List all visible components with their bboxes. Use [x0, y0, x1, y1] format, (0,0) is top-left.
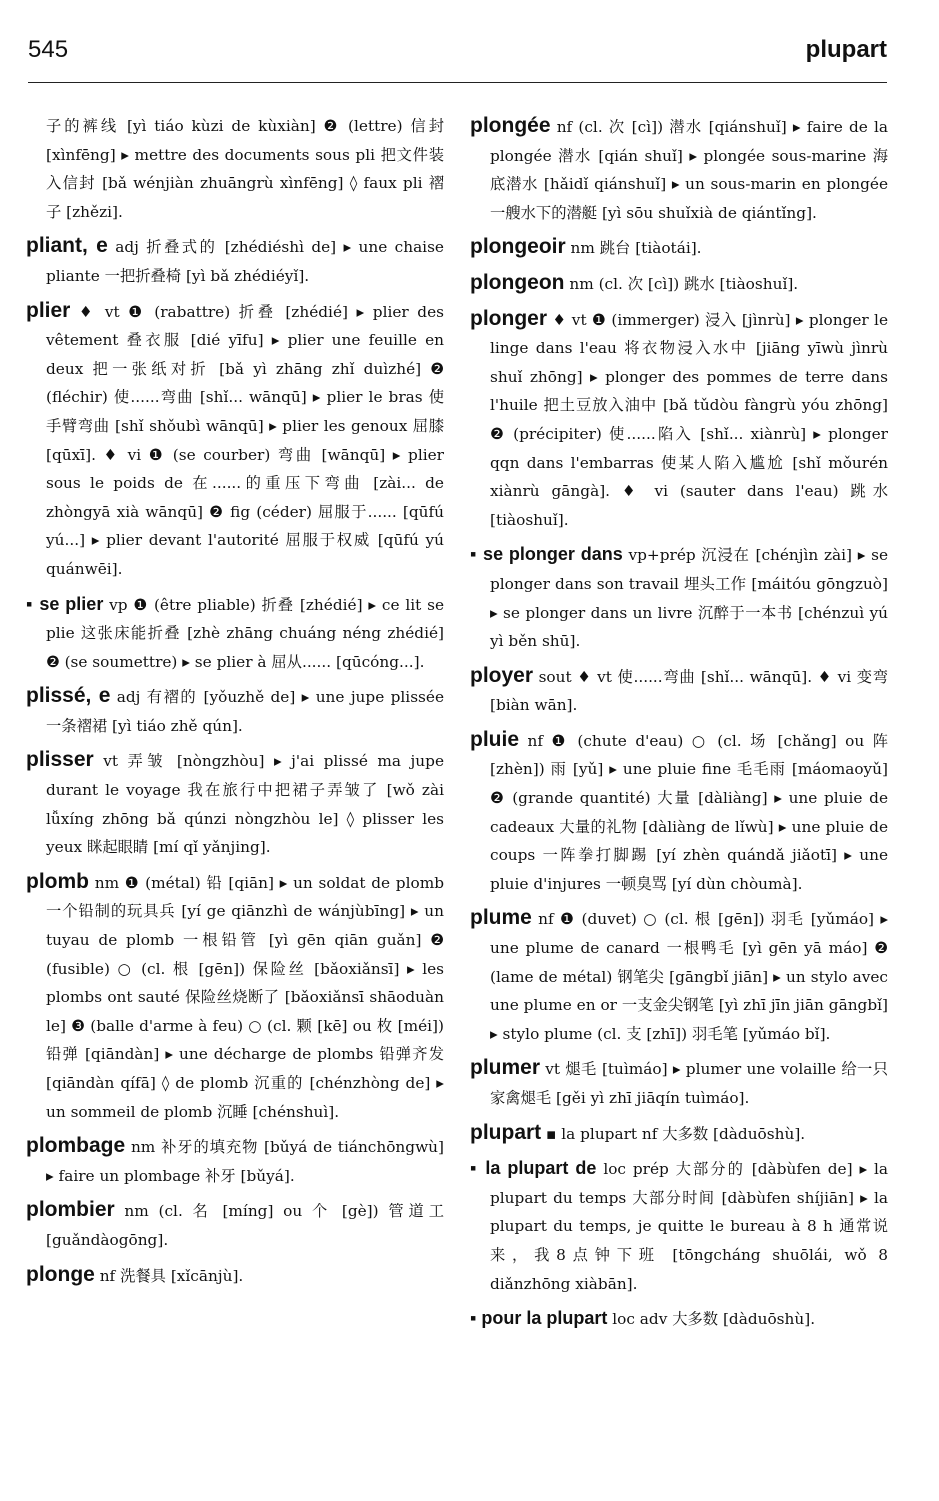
entry-headword: plonge	[26, 1262, 95, 1286]
entry-headword: plume	[470, 906, 532, 930]
entry-headword: pliant, e	[26, 234, 108, 258]
entry-text: ♦ vt ❶ (rabattre) 折叠 [zhédié] ▸ plier des vêtement 叠衣服 [dié yīfu] ▸ plier une feuille en deux 把一张纸对折 [bǎ yì zhāng zhǐ duìzhé] ❷ (fléchir) 使......弯曲 [shǐ... wānqū] ▸ plier le bras 使手臂弯曲 [shǐ shǒubì wānqū] ▸ plier les genoux 屈膝 [qūxī]. ♦ vi ❶ (se courber) 弯曲 [wānqū] ▸ plier sous le poids de 在......的重压下弯曲 [zài... de zhòngyā xià wānqū] ❷ fig (céder) 屈服于...... [qūfú yú...] ▸ plier devant l'autorité 屈服于权威 [qūfú yú quánwēi].	[46, 302, 444, 578]
entry-text: nm 跳台 [tiàotái].	[565, 239, 702, 258]
entry-headword: plongeon	[470, 270, 565, 294]
dictionary-entry	[470, 662, 888, 720]
dictionary-entry	[470, 269, 888, 299]
dictionary-entry	[470, 1119, 888, 1149]
entry-headword: ▪ pour la plupart	[470, 1308, 608, 1329]
entry-headword: plombage	[26, 1134, 126, 1158]
entry-headword: ▪ se plonger dans	[470, 544, 623, 565]
dictionary-entry	[470, 540, 888, 655]
dictionary-entry	[26, 682, 444, 740]
entry-text: vt 煺毛 [tuìmáo] ▸ plumer une volaille 给一只家禽煺毛 [gěi yì zhī jiāqín tuìmáo].	[490, 1060, 888, 1107]
entry-text: loc prép 大部分的 [dàbùfen de] ▸ la plupart du temps 大部分时间 [dàbùfen shíjiān] ▸ la plupart du temps, je quitte le bureau à 8 h 通常说来，我8点钟下班 [tōngcháng shuōlái, wǒ 8 diǎnzhōng xiàbān].	[490, 1160, 888, 1293]
entry-headword: plomb	[26, 869, 89, 893]
dictionary-entry	[470, 112, 888, 227]
entry-columns	[26, 112, 888, 1482]
dictionary-entry	[26, 297, 444, 584]
entry-headword: pluie	[470, 727, 520, 751]
right-column	[470, 112, 888, 1482]
dictionary-entry	[26, 1132, 444, 1190]
entry-text: adj 折叠式的 [zhédiéshì de] ▸ une chaise pliante 一把折叠椅 [yì bǎ zhédiéyǐ].	[46, 238, 444, 285]
dictionary-entry	[26, 868, 444, 1126]
entry-headword: plier	[26, 298, 71, 322]
entry-headword: ▪ la plupart de	[470, 1158, 597, 1179]
entry-text: vp+prép 沉浸在 [chénjìn zài] ▸ se plonger dans son travail 埋头工作 [máitóu gōngzuò] ▸ se plonger dans un livre 沉醉于一本书 [chénzuì yú yì běn shū].	[490, 546, 888, 651]
dictionary-entry	[470, 1304, 888, 1334]
entry-text: nm (cl. 名 [míng] ou 个 [gè]) 管道工 [guǎndàogōng].	[46, 1202, 444, 1249]
dictionary-entry	[26, 1261, 444, 1291]
dictionary-entry	[26, 1196, 444, 1254]
entry-headword: plissé, e	[26, 684, 111, 708]
dictionary-entry	[26, 112, 444, 226]
entry-text: nm 补牙的填充物 [bǔyá de tiánchōngwù] ▸ faire un plombage 补牙 [bǔyá].	[46, 1138, 444, 1185]
dictionary-entry	[26, 590, 444, 677]
entry-headword: plongée	[470, 114, 551, 137]
entry-text: nf ❶ (duvet) ○ (cl. 根 [gēn]) 羽毛 [yǔmáo] ▸ une plume de canard 一根鸭毛 [yì gēn yā máo] ❷ (lame de métal) 钢笔尖 [gāngbǐ jiān] ▸ un stylo avec une plume en or 一支金尖钢笔 [yì zhī jīn jiān gāngbǐ] ▸ stylo plume (cl. 支 [zhī]) 羽毛笔 [yǔmáo bǐ].	[490, 910, 888, 1043]
entry-headword: ▪ se plier	[26, 593, 104, 614]
entry-text: 子的裤线 [yì tiáo kùzi de kùxiàn] ❷ (lettre) 信封 [xìnfēng] ▸ mettre des documents sous pli 把文件装入信封 [bǎ wénjiàn zhuāngrù xìnfēng] ◊ faux pli 褶子 [zhězi].	[46, 117, 444, 221]
dictionary-entry	[470, 233, 888, 263]
entry-headword: plongeoir	[470, 235, 566, 259]
entry-text: ♦ vt ❶ (immerger) 浸入 [jìnrù] ▸ plonger le linge dans l'eau 将衣物浸入水中 [jiāng yīwù jìnrù shuǐ zhōng] ▸ plonger des pommes de terre dans l'huile 把土豆放入油中 [bǎ tǔdòu fàngrù yóu zhōng] ❷ (précipiter) 使......陷入 [shǐ... xiànrù] ▸ plonger qqn dans l'embarras 使某人陷入尴尬 [shǐ mǒurén xiànrù gāngà]. ♦ vi (sauter dans l'eau) 跳水 [tiàoshuǐ].	[490, 310, 888, 529]
entry-text: nf 洗餐具 [xǐcānjù].	[94, 1266, 244, 1285]
entry-text: vp ❶ (être pliable) 折叠 [zhédié] ▸ ce lit se plie 这张床能折叠 [zhè zhāng chuáng néng zhédié] ❷ (se soumettre) ▸ se plier à 屈从...... [qūcóng...].	[46, 595, 444, 671]
dictionary-entry	[470, 726, 888, 899]
entry-headword: plisser	[26, 748, 94, 772]
entry-headword: ployer	[470, 663, 534, 687]
entry-headword: plumer	[470, 1056, 541, 1080]
entry-text: ▪ la plupart nf 大多数 [dàduōshù].	[541, 1124, 806, 1143]
left-column	[26, 112, 444, 1482]
guide-word: plupart	[805, 36, 887, 63]
dictionary-entry	[470, 1054, 888, 1112]
dictionary-entry	[26, 746, 444, 861]
entry-headword: plombier	[26, 1198, 115, 1222]
dictionary-entry	[26, 232, 444, 290]
dictionary-entry	[470, 1154, 888, 1298]
dictionary-entry	[470, 904, 888, 1048]
entry-text: adj 有褶的 [yǒuzhě de] ▸ une jupe plissée 一条褶裙 [yì tiáo zhě qún].	[46, 688, 444, 735]
entry-headword: plonger	[470, 306, 547, 330]
entry-text: nf (cl. 次 [cì]) 潜水 [qiánshuǐ] ▸ faire de la plongée 潜水 [qián shuǐ] ▸ plongée sous-marine 海底潜水 [hǎidǐ qiánshuǐ] ▸ un sous-marin en plongée 一艘水下的潜艇 [yì sōu shuǐxià de qiántǐng].	[490, 118, 888, 222]
page-number: 545	[28, 36, 69, 63]
entry-text: loc adv 大多数 [dàduōshù].	[607, 1310, 816, 1329]
entry-text: nm (cl. 次 [cì]) 跳水 [tiàoshuǐ].	[564, 274, 799, 293]
dictionary-entry	[470, 305, 888, 535]
entry-text: nf ❶ (chute d'eau) ○ (cl. 场 [chǎng] ou 阵 [zhèn]) 雨 [yǔ] ▸ une pluie fine 毛毛雨 [máomaoyǔ] ❷ (grande quantité) 大量 [dàliàng] ▸ une pluie de cadeaux 大量的礼物 [dàliàng de lǐwù] ▸ une pluie de coups 一阵拳打脚踢 [yí zhèn quándǎ jiǎotī] ▸ une pluie d'injures 一顿臭骂 [yí dùn chòumà].	[490, 731, 888, 893]
entry-headword: plupart	[470, 1120, 542, 1144]
entry-text: nm ❶ (métal) 铅 [qiān] ▸ un soldat de plomb 一个铅制的玩具兵 [yí ge qiānzhì de wánjùbīng] ▸ un tuyau de plomb 一根铅管 [yì gēn qiān guǎn] ❷ (fusible) ○ (cl. 根 [gēn]) 保险丝 [bǎoxiǎnsī] ▸ les plombs ont sauté 保险丝烧断了 [bǎoxiǎnsī shāoduàn le] ❸ (balle d'arme à feu) ○ (cl. 颗 [kē] ou 枚 [méi]) 铅弹 [qiāndàn] ▸ une décharge de plombs 铅弹齐发 [qiāndàn qífā] ◊ de plomb 沉重的 [chénzhòng de] ▸ un sommeil de plomb 沉睡 [chénshuì].	[46, 873, 444, 1121]
entry-text: sout ♦ vt 使......弯曲 [shǐ... wānqū]. ♦ vi 变弯 [biàn wān].	[490, 667, 888, 715]
page-header	[28, 36, 887, 83]
entry-text: vt 弄皱 [nòngzhòu] ▸ j'ai plissé ma jupe durant le voyage 我在旅行中把裙子弄皱了 [wǒ zài lǚxíng zhōng bǎ qúnzi nòngzhòu le] ◊ plisser les yeux 眯起眼睛 [mí qǐ yǎnjing].	[46, 752, 444, 857]
